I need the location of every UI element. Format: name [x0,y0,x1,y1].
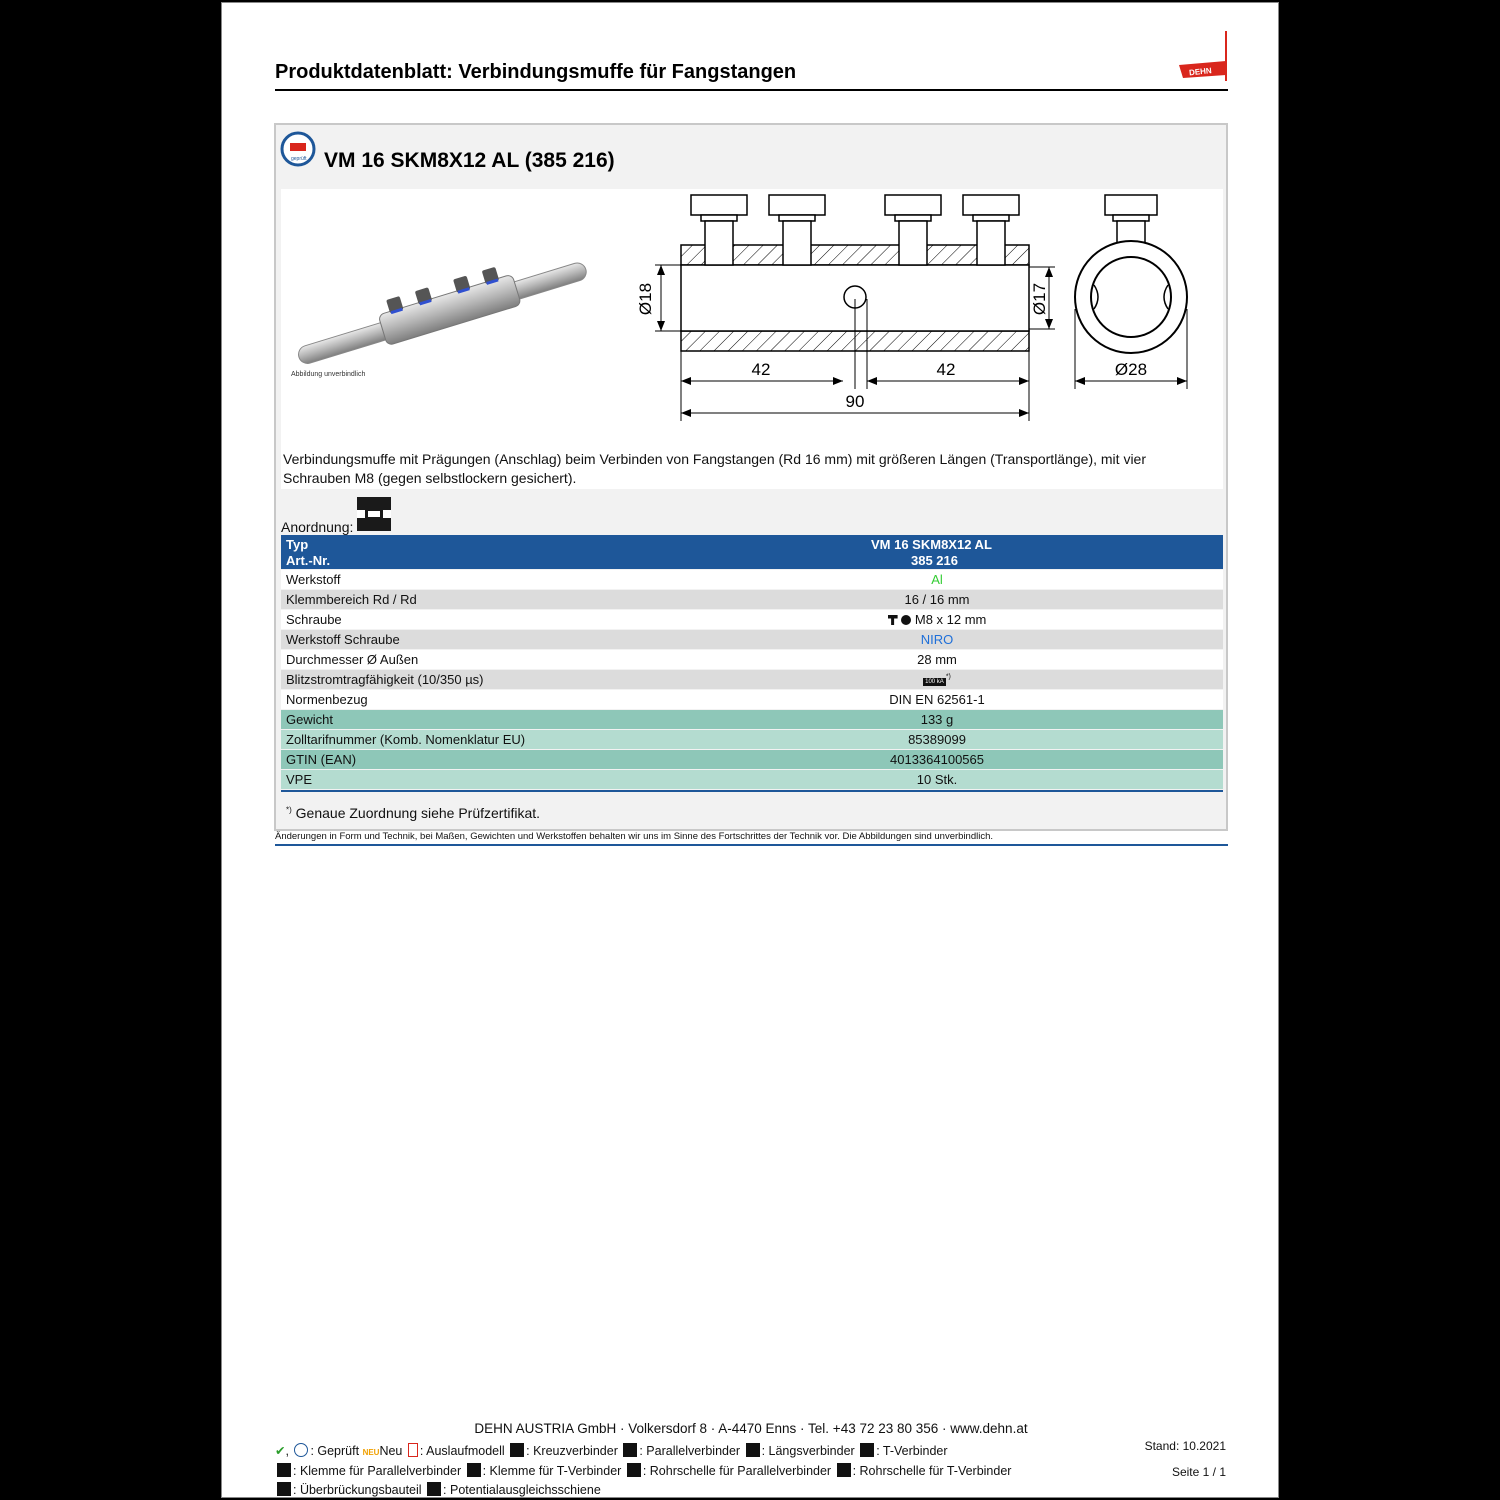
anordnung [281,495,1223,535]
dehn-logo [1177,31,1227,81]
laengsverbinder-icon [357,497,391,531]
page-title: Produktdatenblatt: Verbindungsmuffe für Fangstangen [275,61,1228,91]
photo-caption: Abbildung unverbindlich [291,371,366,378]
svg-text:geprüft: geprüft [291,156,307,162]
potentialausgleich-icon [427,1482,441,1496]
table-row: Zolltarifnummer (Komb. Nomenklatur EU) 85389099 [281,730,1223,749]
anordnung-label: Anordnung: [281,519,354,535]
table-row: Werkstoff Al [281,570,1223,589]
dim-d28: Ø28 [1114,360,1148,379]
neu-icon: NEU [362,1448,380,1457]
disclaimer: Änderungen in Form und Technik, bei Maßen, Gewichten und Werkstoffen behalten wir uns im Sinne des Fortschrittes der Technik vor. Die Abbildungen sind unverbindlich. [275,831,1228,846]
rohrschelle-parallel-icon [627,1463,641,1477]
ueberbrueckung-icon [277,1482,291,1496]
screw-head-icon [888,615,898,625]
stand-date: Stand: 10.2021 [1144,1439,1226,1453]
product-frame [274,123,1228,831]
laengsverbinder-legend-icon [746,1443,760,1457]
table-row: Schraube M8 x 12 mm [281,610,1223,629]
product-photo [289,239,594,369]
table-row: GTIN (EAN) 4013364100565 [281,750,1223,769]
table-bottom-rule [281,790,1223,792]
svg-text:DEHN: DEHN [1188,66,1213,78]
lightning-current-icon: 100 kA [925,679,944,685]
page-number: Seite 1 / 1 [1171,1465,1226,1479]
klemme-t-icon [467,1463,481,1477]
klemme-parallel-icon [277,1463,291,1477]
table-header: Typ Art.-Nr. VM 16 SKM8X12 AL 385 216 [281,535,1223,569]
dim-42-left: 42 [751,360,771,379]
check-icon: ✔ [275,1444,286,1458]
t-verbinder-icon [860,1443,874,1457]
hex-nut-icon [901,615,911,625]
table-row: VPE 10 Stk. [281,770,1223,789]
dim-42-right: 42 [936,360,956,379]
image-area [281,189,1223,489]
description: Verbindungsmuffe mit Prägungen (Anschlag) beim Verbinden von Fangstangen (Rd 16 mm) mit größeren Längen (Transportlänge), mit vier Schrauben M8 (gegen selbstlockern gesichert). [281,449,1223,489]
table-row: Durchmesser Ø Außen 28 mm [281,650,1223,669]
footnote: *) Genaue Zuordnung siehe Prüfzertifikat. [286,805,541,821]
auslauf-icon [408,1443,418,1457]
dim-d17: Ø17 [1030,282,1049,316]
dehn-test-icon [294,1443,308,1457]
table-row: Normenbezug DIN EN 62561-1 [281,690,1223,709]
company-address: DEHN AUSTRIA GmbH · Volkersdorf 8 · A-4470 Enns · Tel. +43 72 23 80 356 · www.dehn.at [474,1421,1028,1436]
spec-table [281,535,1223,792]
rohrschelle-t-icon [837,1463,851,1477]
kreuzverbinder-icon [510,1443,524,1457]
dim-90: 90 [845,392,865,411]
dim-d18: Ø18 [636,282,655,316]
legend-line-2: : Klemme für Parallelverbinder : Klemme für T-Verbinder : Rohrschelle für Parallelverbinder : Rohrschelle für T-Verbinder [275,1463,1011,1478]
product-title: VM 16 SKM8X12 AL (385 216) [324,149,615,172]
table-row: Blitzstromtragfähigkeit (10/350 µs) 100 kA*) [281,670,1223,689]
datasheet-page [221,2,1279,1498]
legend-line-3: : Überbrückungsbauteil : Potentialausgleichsschiene [275,1482,601,1497]
table-row: Werkstoff Schraube NIRO [281,630,1223,649]
technical-drawing [621,189,1221,429]
dehn-badge-icon [280,131,316,167]
parallelverbinder-icon [623,1443,637,1457]
table-row: Gewicht 133 g [281,710,1223,729]
table-row: Klemmbereich Rd / Rd 16 / 16 mm [281,590,1223,609]
legend-line-1: ✔, : Geprüft NEUNeu : Auslaufmodell : Kreuzverbinder : Parallelverbinder : Längsverbinder : T-Verbinder [275,1444,948,1458]
